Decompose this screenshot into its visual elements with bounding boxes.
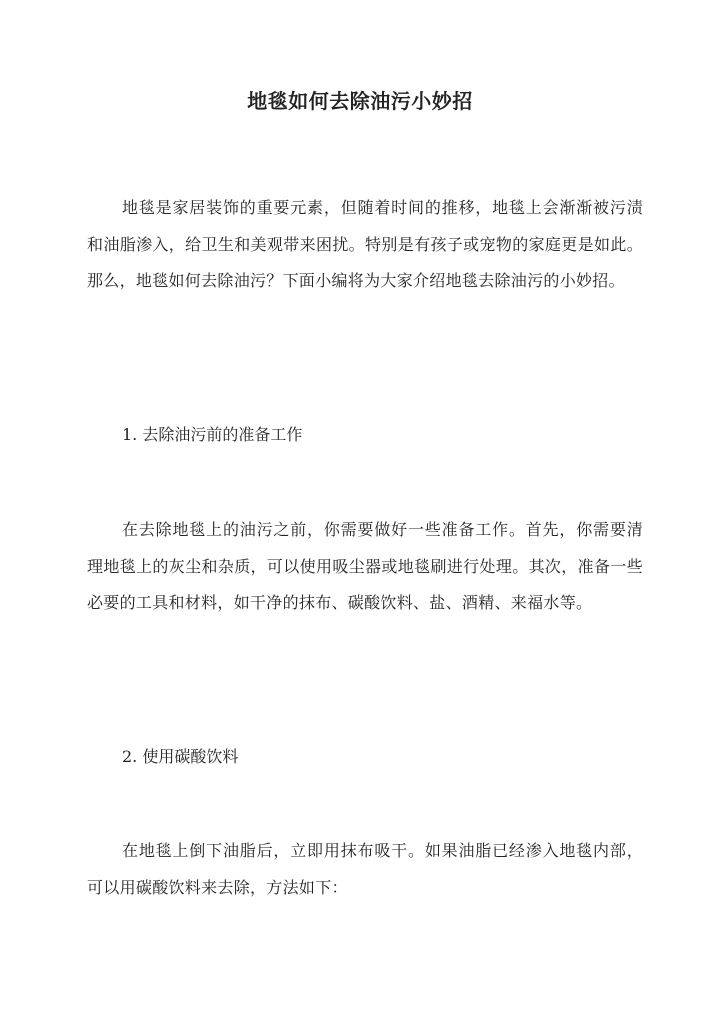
section-heading-soda: 2. 使用碳酸饮料 [122, 747, 239, 766]
intro-paragraph: 地毯是家居装饰的重要元素，但随着时间的推移，地毯上会渐渐被污渍和油脂渗入，给卫生和美观带来困扰。特别是有孩子或宠物的家庭更是如此。那么，地毯如何去除油污？下面小编将为大家介绍地毯去除油污的小妙招。 [87, 198, 643, 290]
preparation-paragraph: 在去除地毯上的油污之前，你需要做好一些准备工作。首先，你需要清理地毯上的灰尘和杂质，可以使用吸尘器或地毯刷进行处理。其次，准备一些必要的工具和材料，如干净的抹布、碳酸饮料、盐、酒精、来福水等。 [87, 520, 643, 612]
section-heading-preparation: 1. 去除油污前的准备工作 [122, 425, 303, 444]
document-title: 地毯如何去除油污小妙招 [247, 89, 473, 113]
soda-paragraph: 在地毯上倒下油脂后，立即用抹布吸干。如果油脂已经渗入地毯内部，可以用碳酸饮料来去除，方法如下： [87, 841, 643, 897]
